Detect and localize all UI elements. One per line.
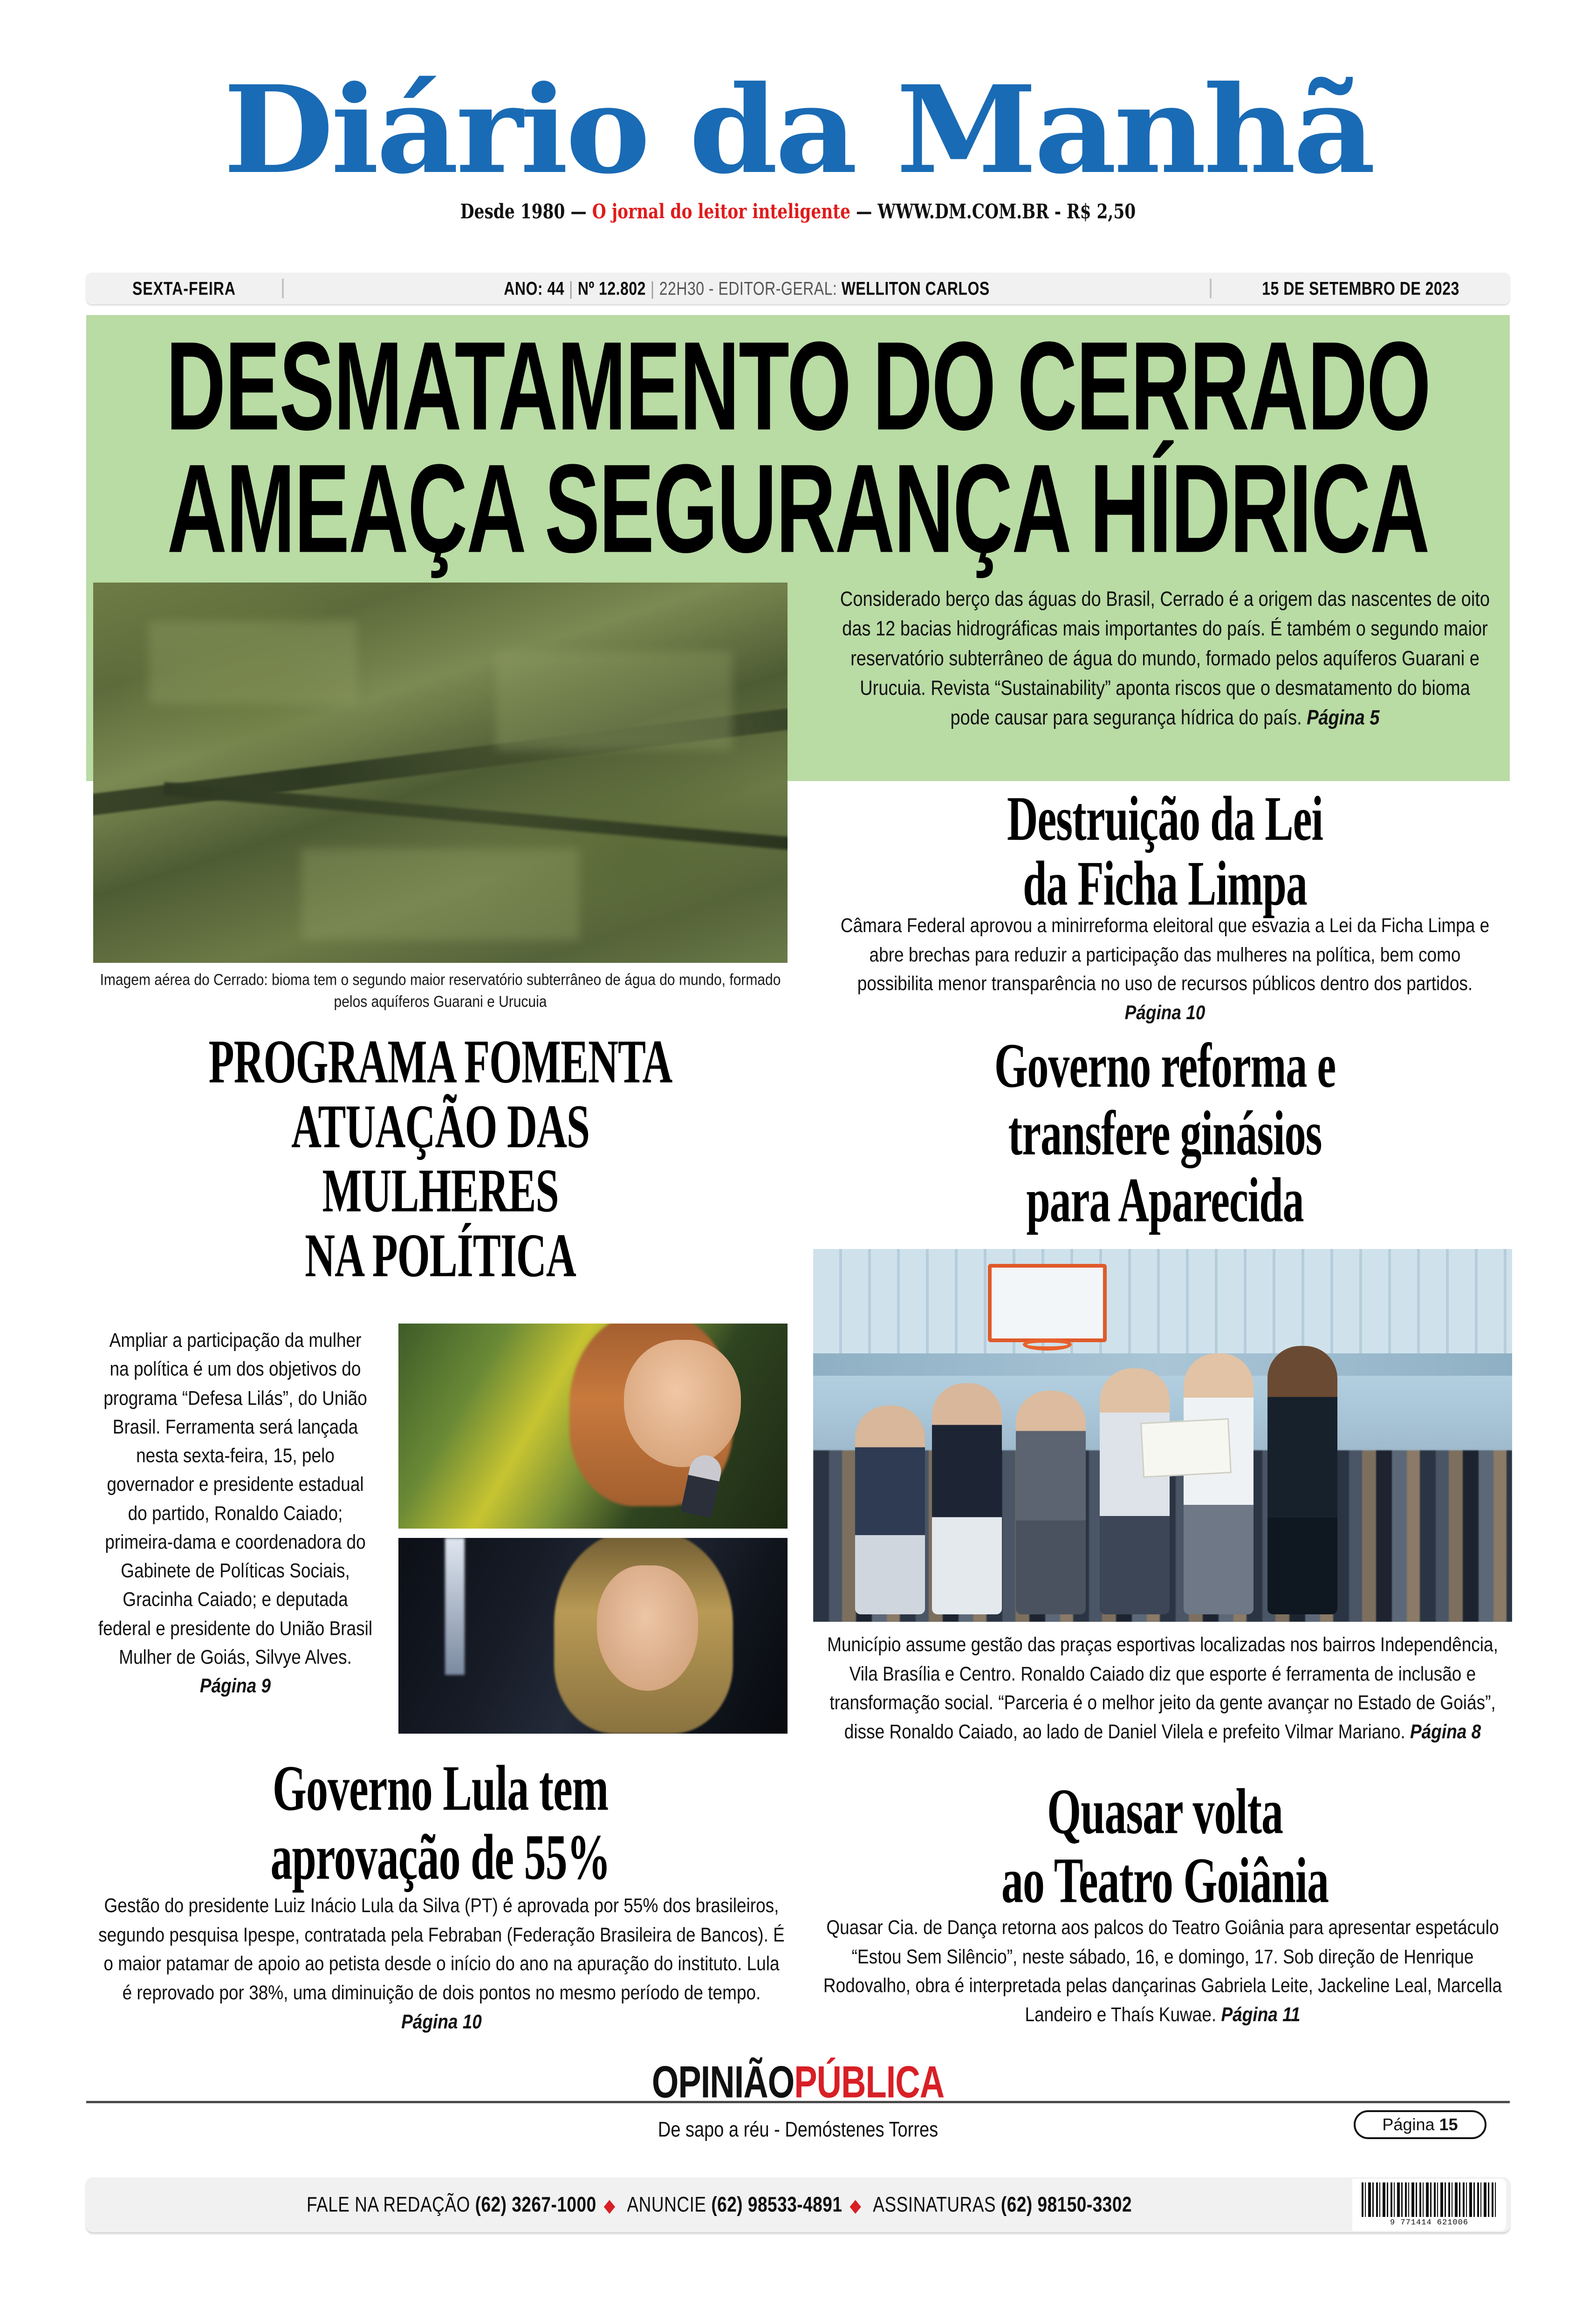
fomenta-headline-line3: MULHERES <box>322 1157 559 1226</box>
certificate-shape <box>1140 1418 1232 1478</box>
lead-story-text <box>839 585 1491 733</box>
edition-time: 22H30 <box>659 277 705 299</box>
opiniao-publica-logo <box>0 2056 1596 2108</box>
person-figure <box>932 1383 1002 1614</box>
vegetation-patch <box>496 651 732 750</box>
fomenta-headline-line1: PROGRAMA FOMENTA <box>208 1028 672 1097</box>
year-label: ANO: 44 <box>504 277 565 299</box>
background-light-shape <box>445 1538 465 1675</box>
newspaper-title: Diário da Manhã <box>223 59 1373 200</box>
anuncie-phone[interactable]: (62) 98533-4891 <box>711 2193 843 2216</box>
opiniao-page-label: Página <box>1382 2115 1435 2134</box>
ficha-headline-line2: da Ficha Limpa <box>1023 848 1307 919</box>
ginasios-headline-line3: para Aparecida <box>1026 1165 1304 1235</box>
quasar-headline-line1: Quasar volta <box>1047 1776 1283 1848</box>
face-shape <box>624 1340 741 1467</box>
quasar-headline-line2: ao Teatro Goiânia <box>1001 1845 1329 1916</box>
lula-headline <box>93 1752 788 1893</box>
person-figure <box>1184 1353 1254 1614</box>
portrait-photo-gracinha <box>398 1324 788 1529</box>
aerial-photo-caption: Imagem aérea do Cerrado: bioma tem o segundo maior reservatório subterrâneo de água do mundo, formado pelos aquíferos Guarani e Urucuia <box>100 971 781 1010</box>
quasar-headline <box>839 1778 1491 1915</box>
opiniao-page-badge[interactable] <box>1354 2110 1486 2139</box>
barcode-number: 9 771414 621006 <box>1390 2218 1469 2227</box>
issue-info-bar <box>86 273 1510 304</box>
basketball-backboard-icon <box>988 1264 1107 1342</box>
programa-mulheres-headline <box>93 1030 788 1288</box>
ginasios-page-ref: Página 8 <box>1410 1720 1481 1743</box>
issue-number: Nº 12.802 <box>577 277 646 299</box>
redacao-phone[interactable]: (62) 3267-1000 <box>475 2193 596 2216</box>
editor-label: EDITOR-GERAL: <box>718 277 837 299</box>
ficha-page-ref: Página 10 <box>1124 1001 1206 1024</box>
fomenta-headline-line2: ATUAÇÃO DAS <box>291 1092 589 1161</box>
anuncie-label: ANUNCIE <box>623 2193 712 2216</box>
programa-mulheres-body <box>98 1326 373 1700</box>
lula-page-ref: Página 10 <box>401 2010 482 2033</box>
ginasios-headline-line1: Governo reforma e <box>994 1030 1336 1101</box>
lead-headline-line1: DESMATAMENTO DO CERRADO <box>166 315 1430 457</box>
diamond-separator-icon: ◆ <box>603 2195 616 2216</box>
vegetation-patch <box>149 621 357 705</box>
weekday-label: SEXTA-FEIRA <box>132 277 236 299</box>
gymnasium-photo-caption <box>813 1630 1512 1746</box>
ceiling-shape <box>813 1249 1512 1361</box>
publica-word: PÚBLICA <box>794 2057 945 2107</box>
assinaturas-phone[interactable]: (62) 98150-3302 <box>1000 2193 1132 2216</box>
ficha-limpa-body <box>834 911 1496 1027</box>
fomenta-headline-line4: NA POLÍTICA <box>305 1221 576 1290</box>
tagline-prefix: Desde 1980 — <box>460 200 592 224</box>
ficha-headline-line1: Destruição da Lei <box>1007 783 1323 854</box>
river-shape-secondary <box>163 782 788 852</box>
fomenta-body-text: Ampliar a participação da mulher na política é um dos objetivos do programa “Defesa Lilás”, do União Brasil. Ferramenta será lançada nesta sexta-feira, 15, pelo governador e presidente estadual do partido, Ronaldo Caiado; primeira-dama e coordenadora do Gabinete de Políticas Sociais, Gracinha Caiado; e deputada federal e presidente do União Brasil Mulher de Goiás, Silvye Alves. <box>98 1329 373 1668</box>
lead-body: Considerado berço das águas do Brasil, Cerrado é a origem das nascentes de oito das 12 bacias hidrográficas mais importantes do país. É também o segundo maior reservatório subterrâneo de água do mundo, formado pelos aquíferos Guarani e Urucuia. Revista “Sustainability” aponta riscos que o desmatamento do bioma pode causar para segurança hídrica do país. <box>840 587 1490 730</box>
lead-headline <box>86 315 1510 579</box>
contact-info <box>86 2193 1352 2216</box>
opiniao-page-number: 15 <box>1439 2115 1458 2134</box>
barcode-bars-icon <box>1362 2182 1497 2217</box>
contact-footer-bar <box>86 2177 1510 2232</box>
basketball-hoop-icon <box>1023 1338 1072 1351</box>
edition-date: 15 DE SETEMBRO DE 2023 <box>1262 277 1459 299</box>
diamond-separator-icon: ◆ <box>849 2195 862 2216</box>
tagline-suffix: — WWW.DM.COM.BR - R$ 2,50 <box>850 200 1136 224</box>
ginasios-headline <box>839 1032 1491 1234</box>
issue-details: ANO: 44 | Nº 12.802 | 22H30 - EDITOR-GERAL: WELLITON CARLOS <box>504 277 990 299</box>
masthead-tagline <box>0 196 1596 225</box>
gymnasium-photo <box>813 1249 1512 1622</box>
person-figure <box>1267 1346 1337 1614</box>
person-figure <box>1016 1391 1086 1614</box>
vegetation-patch <box>301 849 579 940</box>
face-shape <box>597 1565 698 1691</box>
ficha-body-text: Câmara Federal aprovou a minirreforma eleitoral que esvazia a Lei da Ficha Limpa e abre brechas para reduzir a participação das mulheres na política, bem como possibilita menor transparência no uso de recursos públicos dentro dos partidos. <box>840 914 1490 995</box>
editor-name: WELLITON CARLOS <box>841 277 990 299</box>
opiniao-subtitle: De sapo a réu - Demóstenes Torres <box>658 2118 938 2142</box>
masthead <box>0 59 1596 224</box>
assinaturas-label: ASSINATURAS <box>869 2193 1001 2216</box>
wall-band-shape <box>813 1353 1512 1376</box>
fomenta-page-ref: Página 9 <box>199 1674 271 1697</box>
lula-headline-line2: aprovação de 55% <box>270 1821 610 1893</box>
quasar-body-text: Quasar Cia. de Dança retorna aos palcos do Teatro Goiânia para apresentar espetáculo “Estou Sem Silêncio”, neste sábado, 16, e domingo, 17. Sob direção de Henrique Rodovalho, obra é interpretada pelas dançarinas Gabriela Leite, Jackeline Leal, Marcella Landeiro e Thaís Kuwae. <box>823 1916 1502 2026</box>
quasar-page-ref: Página 11 <box>1221 2003 1301 2026</box>
ficha-limpa-headline <box>839 783 1491 919</box>
opiniao-word: OPINIÃO <box>651 2057 795 2107</box>
ginasios-headline-line2: transfere ginásios <box>1008 1097 1322 1168</box>
person-figure <box>855 1406 925 1614</box>
ginasios-caption-text: Município assume gestão das praças esportivas localizadas nos bairros Independência, Vila Brasília e Centro. Ronaldo Caiado diz que esporte é ferramenta de inclusão e transformação social. “Parceria é o melhor jeito da gente avançar no Estado de Goiás”, disse Ronaldo Caiado, ao lado de Daniel Vilela e prefeito Vilmar Mariano. <box>827 1633 1498 1743</box>
lead-headline-line2: AMEAÇA SEGURANÇA HÍDRICA <box>167 438 1429 579</box>
lead-page-ref: Página 5 <box>1307 706 1380 730</box>
person-figure <box>1100 1368 1170 1614</box>
lula-headline-line1: Governo Lula tem <box>272 1752 609 1825</box>
lula-body <box>98 1891 785 2036</box>
cerrado-aerial-photo <box>93 583 788 963</box>
redacao-label: FALE NA REDAÇÃO <box>306 2193 475 2216</box>
barcode <box>1352 2179 1506 2231</box>
quasar-body <box>820 1913 1505 2029</box>
tagline-slogan: O jornal do leitor inteligente <box>592 200 851 224</box>
portrait-photo-silvye <box>398 1538 788 1734</box>
lula-body-text: Gestão do presidente Luiz Inácio Lula da Silva (PT) é aprovada por 55% dos brasileiros, segundo pesquisa Ipespe, contratada pela Febraban (Federação Brasileira de Bancos). É o maior patamar de apoio ao petista desde o início do ano na apuração do instituto. Lula é reprovado por 38%, uma diminuição de dois pontos no mesmo período de tempo. <box>98 1894 785 2004</box>
